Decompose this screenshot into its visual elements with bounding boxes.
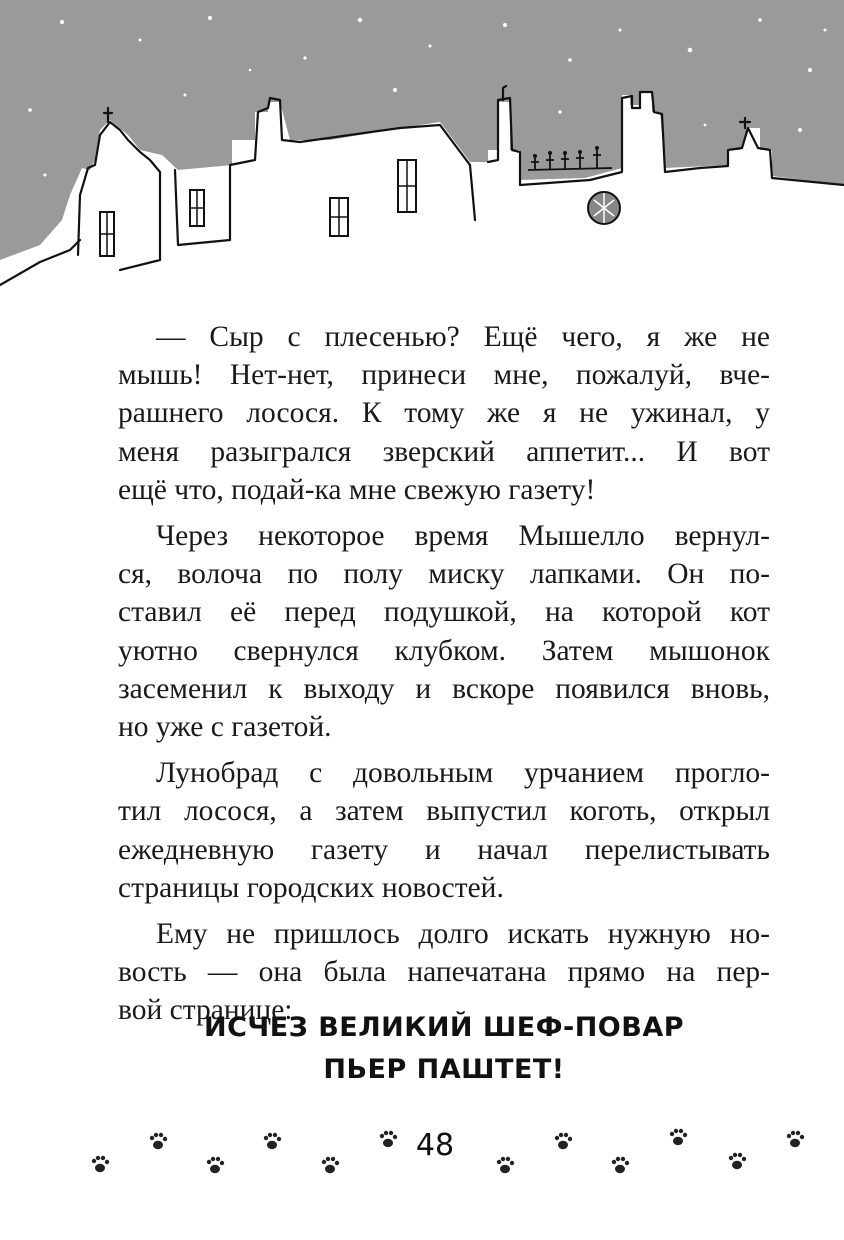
paw-print-icon (612, 1157, 629, 1173)
headline-line-1: ИСЧЕЗ ВЕЛИКИЙ ШЕФ-ПОВАР (203, 1012, 685, 1043)
rooftops-illustration (0, 0, 844, 300)
paw-print-icon (670, 1129, 687, 1145)
rooftops-svg (0, 0, 844, 300)
paw-print-icon (729, 1153, 746, 1169)
text-line: ежедневную газету и начал перелистывать (118, 833, 770, 866)
text-line: ещё что, подай-ка мне свежую газету! (118, 473, 596, 506)
text-line: вость — она была напечатана прямо на пер- (118, 956, 770, 989)
paragraph-3 (118, 754, 770, 907)
text-line: но уже с газетой. (118, 711, 332, 744)
text-line: ся, волоча по полу миску лапками. Он по- (118, 558, 770, 591)
paw-print-icon (787, 1131, 804, 1147)
story-text (118, 318, 770, 1030)
page-number: 48 (415, 1128, 455, 1163)
text-line: Ему не пришлось долго искать нужную но- (156, 918, 770, 951)
paw-print-icon (92, 1156, 109, 1172)
night-sky (0, 0, 844, 260)
text-line: мышь! Нет-нет, принеси мне, пожалуй, вче- (118, 359, 770, 392)
paw-print-icon (555, 1133, 572, 1149)
text-line: страницы городских новостей. (118, 871, 504, 904)
paw-print-icon (207, 1157, 224, 1173)
text-line: вой странице: (118, 994, 293, 1027)
paw-print-icon (497, 1157, 514, 1173)
paw-print-icon (322, 1157, 339, 1173)
paragraph-1 (118, 318, 770, 509)
text-line: меня разыгрался зверский аппетит... И вот (118, 435, 770, 468)
windows (100, 160, 416, 256)
paw-print-icon (264, 1133, 281, 1149)
text-line: тил лосося, а затем выпустил коготь, открыл (118, 795, 770, 828)
window-panes (100, 160, 416, 256)
text-line: Лунобрад с довольным урчанием прогло- (156, 757, 770, 790)
paw-print-icon (150, 1133, 167, 1149)
text-line: ставил её перед подушкой, на которой кот (118, 596, 770, 629)
headline-line-2: ПЬЕР ПАШТЕТ! (323, 1054, 565, 1085)
paragraph-2 (118, 517, 770, 746)
text-line: засеменил к выходу и вскоре появился вновь, (118, 672, 770, 705)
text-line: уютно свернулся клубком. Затем мышонок (118, 634, 770, 667)
text-line: Через некоторое время Мышелло вернул- (156, 520, 770, 553)
text-line: — Сыр с плесенью? Ещё чего, я же не (156, 321, 770, 353)
text-line: рашнего лосося. К тому же я не ужинал, у (118, 397, 770, 430)
